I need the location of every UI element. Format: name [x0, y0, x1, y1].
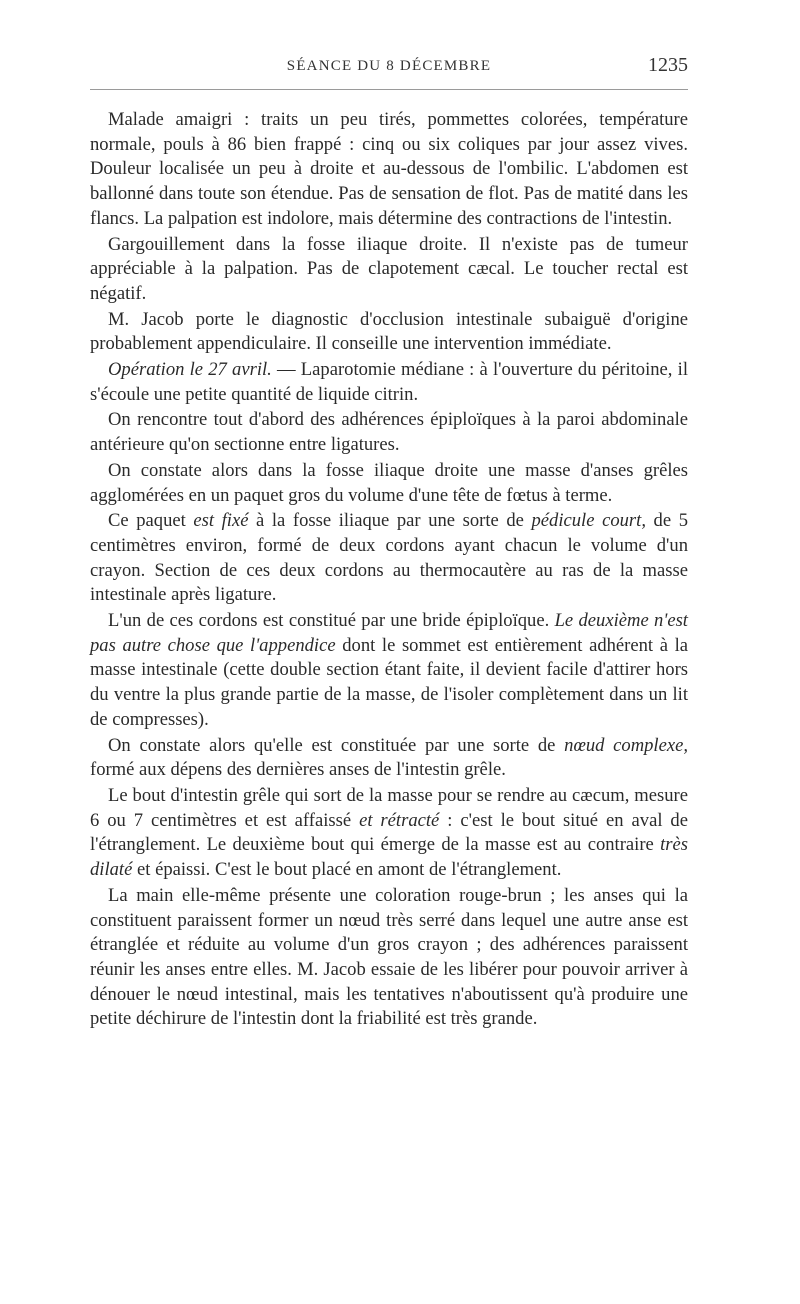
paragraph	[90, 233, 688, 307]
paragraph	[90, 784, 688, 883]
document-page	[90, 52, 688, 1032]
header-rule	[90, 89, 688, 90]
italic-run: nœud complexe,	[564, 734, 689, 756]
italic-run: Le deuxième n'est pas autre chose que l'appendice	[90, 610, 688, 656]
page-number: 1235	[648, 54, 688, 76]
text-run: On constate alors dans la fosse iliaque droite une masse d'anses grêles agglomérées en un paquet gros du volume d'une tête de fœtus à terme.	[90, 459, 688, 506]
paragraph	[90, 108, 688, 232]
text-run: formé aux dépens des dernières anses de l'intestin grêle.	[90, 759, 506, 781]
paragraph	[90, 884, 688, 1032]
text-run: et épaissi. C'est le bout placé en amont de l'étranglement.	[132, 859, 562, 881]
text-run: Le bout d'intestin grêle qui sort de la masse pour se rendre au cæcum, mesure 6 ou 7 centimètres et est affaissé	[90, 784, 688, 831]
text-run: L'un de ces cordons est constitué par une bride épiploïque.	[108, 610, 555, 632]
text-run: : c'est le bout situé en aval de l'étranglement. Le deuxième bout qui émerge de la masse est au contraire	[90, 809, 688, 856]
text-run: Malade amaigri : traits un peu tirés, pommettes colorées, température normale, pouls à 86 bien frappé : cinq ou six coliques par jour assez vives. Douleur localisée un peu à droite et au-dessous de l'ombilic. L'abdomen est ballonné dans toute son étendue. Pas de sensation de flot. Pas de matité dans les flancs. La palpation est indolore, mais détermine des contractions de l'intestin.	[90, 109, 688, 229]
paragraph	[90, 459, 688, 508]
italic-run: très dilaté	[90, 834, 688, 881]
text-run: La main elle-même présente une coloration rouge-brun ; les anses qui la constituent paraissent former un nœud très serré dans lequel une autre anse est étranglée et réduite au volume d'un gros crayon ; des adhérences paraissent réunir les anses entre elles. M. Jacob essaie de les libérer pour pouvoir arriver à dénouer le nœud intestinal, mais les tentatives n'aboutissent qu'à produire une petite déchirure de l'intestin dont la friabilité est très grande.	[90, 884, 688, 1030]
body-text	[90, 108, 688, 1032]
paragraph	[90, 408, 688, 457]
text-run: de 5 centimètres environ, formé de deux cordons ayant chacun le volume d'un crayon. Section de ces deux cordons au thermocautère au ras de la masse intestinale après ligature.	[90, 510, 688, 606]
italic-run: Opération le 27 avril.	[108, 359, 272, 381]
paragraph	[90, 509, 688, 608]
text-run: Ce paquet	[108, 510, 194, 532]
page-header	[90, 52, 688, 86]
italic-run: et rétracté	[359, 809, 440, 831]
text-run: — Laparotomie médiane : à l'ouverture du péritoine, il s'écoule une petite quantité de liquide citrin.	[90, 359, 688, 405]
running-head: SÉANCE DU 8 DÉCEMBRE	[286, 58, 492, 74]
paragraph	[90, 609, 688, 733]
text-run: Gargouillement dans la fosse iliaque droite. Il n'existe pas de tumeur appréciable à la palpation. Pas de clapotement cæcal. Le toucher rectal est négatif.	[90, 233, 688, 304]
italic-run: pédicule court,	[531, 510, 646, 532]
text-run: à la fosse iliaque par une sorte de	[248, 510, 532, 532]
italic-run: est fixé	[193, 510, 249, 532]
paragraph	[90, 358, 688, 407]
text-run: On rencontre tout d'abord des adhérences épiploïques à la paroi abdominale antérieure qu'on sectionne entre ligatures.	[90, 409, 688, 456]
text-run: On constate alors qu'elle est constituée par une sorte de	[108, 734, 565, 756]
paragraph	[90, 308, 688, 357]
text-run: dont le sommet est entièrement adhérent à la masse intestinale (cette double section étant faite, il devient facile d'attirer hors du ventre la plus grande partie de la masse, de l'isoler complètement dans un lit de compresses).	[90, 634, 689, 730]
paragraph	[90, 734, 688, 783]
text-run: M. Jacob porte le diagnostic d'occlusion intestinale subaiguë d'origine probablement appendiculaire. Il conseille une intervention immédiate.	[90, 308, 688, 355]
